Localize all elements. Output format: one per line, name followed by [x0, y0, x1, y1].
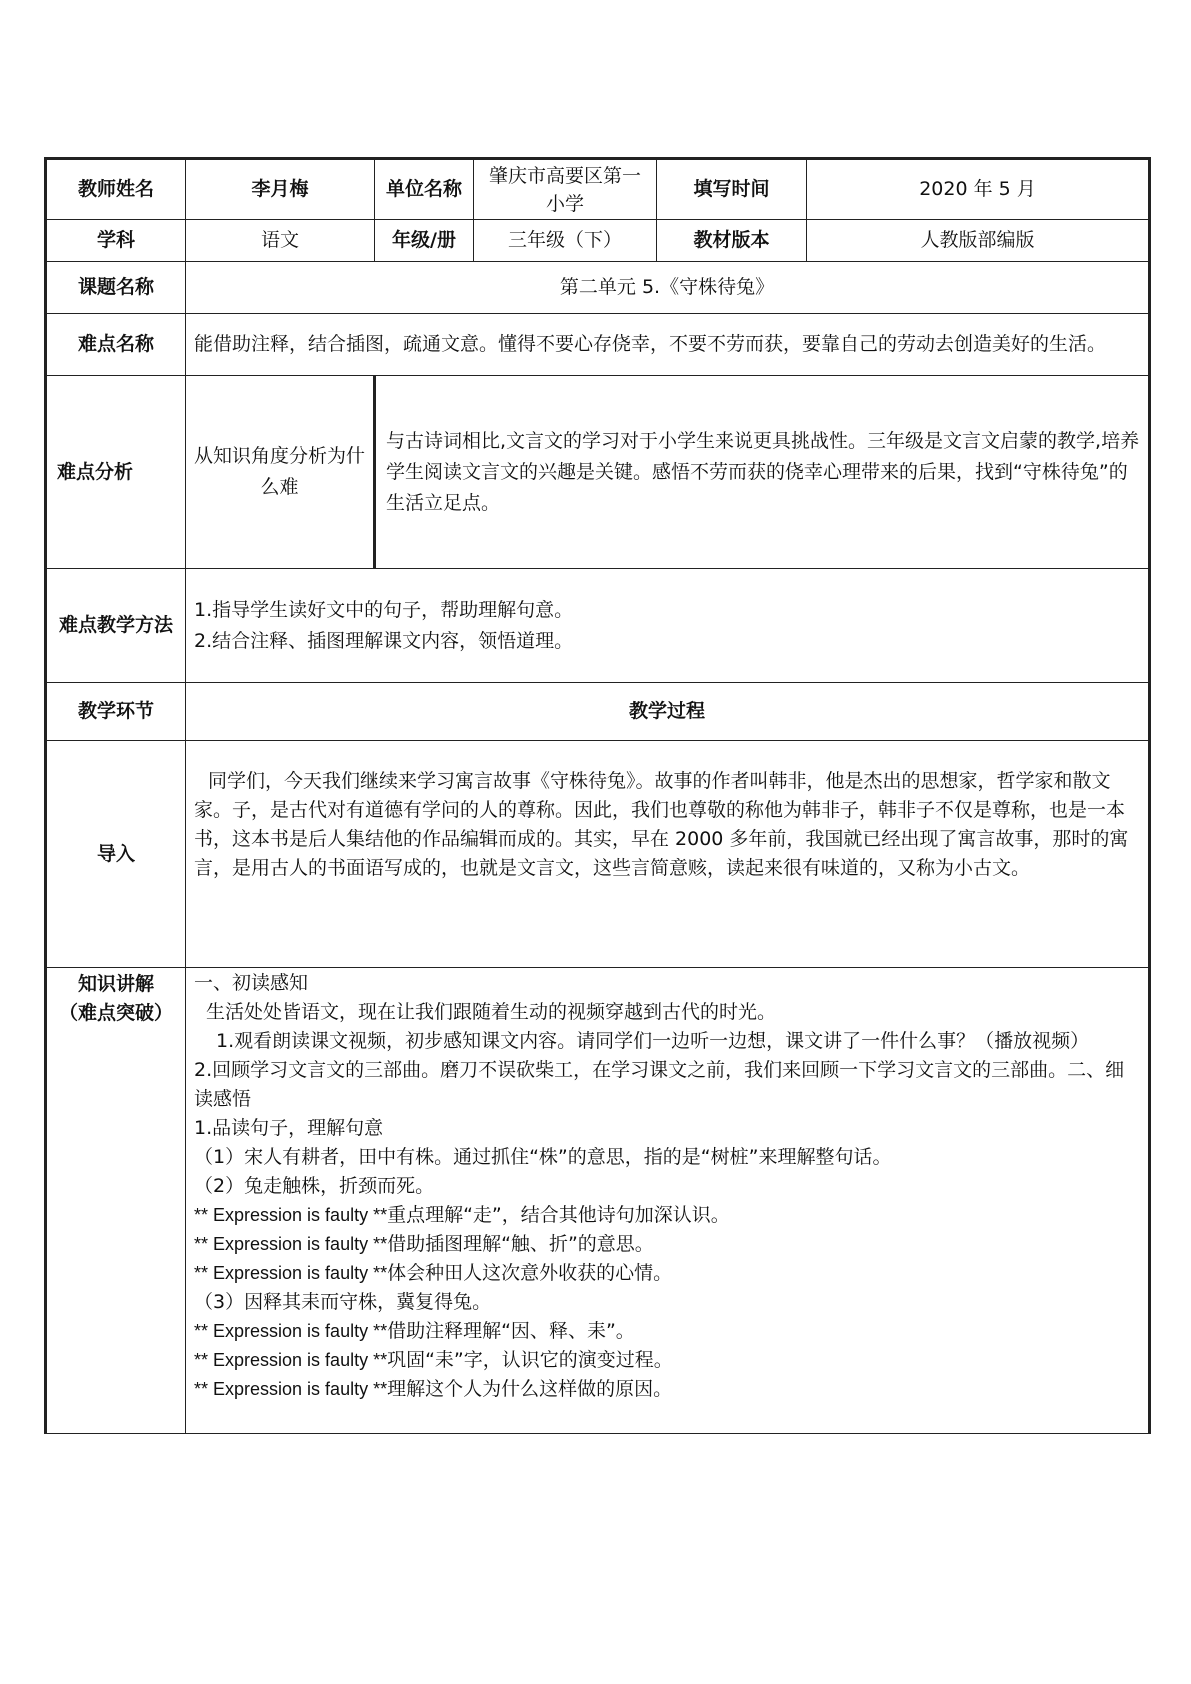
faulty-prefix: ** Expression is faulty ** [194, 1263, 388, 1283]
analysis-label: 难点分析 [46, 376, 186, 569]
header-row-2 [46, 220, 1150, 262]
difficulty-label: 难点名称 [46, 314, 186, 376]
title-value: 第二单元 5.《守株待兔》 [186, 262, 1150, 314]
knowledge-line-10 [194, 1259, 1140, 1288]
knowledge-label-2: （难点突破） [58, 1002, 173, 1024]
teacher-label: 教师姓名 [46, 159, 186, 220]
header-row-1 [46, 159, 1150, 220]
knowledge-line-14 [194, 1375, 1140, 1404]
knowledge-line-12 [194, 1317, 1140, 1346]
unit-value: 肇庆市高要区第一小学 [474, 159, 657, 220]
knowledge-line-13 [194, 1346, 1140, 1375]
faulty-prefix: ** Expression is faulty ** [194, 1379, 388, 1399]
knowledge-label-cell [46, 968, 186, 1434]
knowledge-label-1: 知识讲解 [77, 973, 154, 995]
difficulty-value: 能借助注释，结合插图，疏通文意。懂得不要心存侥幸，不要不劳而获，要靠自己的劳动去创造美好的生活。 [186, 314, 1150, 376]
edition-value: 人教版部编版 [807, 220, 1150, 262]
knowledge-line-14-text: 理解这个人为什么这样做的原因。 [387, 1378, 673, 1400]
title-row [46, 262, 1150, 314]
method-item-2: 2.结合注释、插图理解课文内容，领悟道理。 [194, 629, 574, 652]
subject-label: 学科 [46, 220, 186, 262]
knowledge-line-12-text: 借助注释理解“因、释、耒”。 [387, 1320, 635, 1342]
method-row [46, 569, 1150, 683]
knowledge-line-9-text: 借助插图理解“触、折”的意思。 [387, 1233, 654, 1255]
analysis-value: 与古诗词相比,文言文的学习对于小学生来说更具挑战性。三年级是文言文启蒙的教学,培养学生阅读文言文的兴趣是关键。感悟不劳而获的侥幸心理带来的后果，找到“守株待兔”的生活立足点。 [375, 376, 1150, 569]
subject-value: 语文 [186, 220, 375, 262]
knowledge-row [46, 968, 1150, 1434]
intro-value: 同学们，今天我们继续来学习寓言故事《守株待兔》。故事的作者叫韩非，他是杰出的思想家，哲学家和散文家。子，是古代对有道德有学问的人的尊称。因此，我们也尊敬的称他为韩非子，韩非子不仅是尊称，也是一本书，这本书是后人集结他的作品编辑而成的。其实，早在 2000 多年前，我国就已经出现了寓言故事，那时的寓言，是用古人的书面语写成的，也就是文言文，这些言简意赅，读起来很有味道的，又称为小古文。 [186, 741, 1150, 968]
faulty-prefix: ** Expression is faulty ** [194, 1350, 388, 1370]
knowledge-line-4: 2.回顾学习文言文的三部曲。磨刀不误砍柴工，在学习课文之前，我们来回顾一下学习文言文的三部曲。二、细读感悟 [194, 1059, 1125, 1110]
faulty-prefix: ** Expression is faulty ** [194, 1205, 388, 1225]
knowledge-cell [186, 968, 1150, 1434]
knowledge-line-13-text: 巩固“耒”字，认识它的演变过程。 [387, 1349, 673, 1371]
knowledge-line-9 [194, 1230, 1140, 1259]
stage-label: 教学环节 [46, 683, 186, 741]
teacher-value: 李月梅 [186, 159, 375, 220]
knowledge-line-6: （1）宋人有耕者，田中有株。通过抓住“株”的意思，指的是“树桩”来理解整句话。 [194, 1146, 892, 1168]
process-header-row [46, 683, 1150, 741]
analysis-sub-label: 从知识角度分析为什么难 [186, 376, 375, 569]
knowledge-line-11: （3）因释其耒而守株，冀复得兔。 [194, 1291, 492, 1313]
method-label: 难点教学方法 [46, 569, 186, 683]
method-item-1: 1.指导学生读好文中的句子，帮助理解句意。 [194, 598, 574, 621]
process-label: 教学过程 [186, 683, 1150, 741]
intro-label: 导入 [46, 741, 186, 968]
knowledge-line-3: 1.观看朗读课文视频，初步感知课文内容。请同学们一边听一边想，课文讲了一件什么事？（播放视频） [216, 1030, 1090, 1052]
time-label: 填写时间 [657, 159, 807, 220]
grade-label: 年级/册 [375, 220, 474, 262]
knowledge-line-2: 生活处处皆语文，现在让我们跟随着生动的视频穿越到古代的时光。 [206, 1001, 777, 1023]
lesson-plan-table [44, 157, 1151, 1434]
faulty-prefix: ** Expression is faulty ** [194, 1321, 388, 1341]
intro-row [46, 741, 1150, 968]
knowledge-line-5: 1.品读句子，理解句意 [194, 1117, 384, 1139]
edition-label: 教材版本 [657, 220, 807, 262]
difficulty-row [46, 314, 1150, 376]
time-value: 2020 年 5 月 [807, 159, 1150, 220]
knowledge-line-1: 一、初读感知 [194, 972, 309, 994]
unit-label: 单位名称 [375, 159, 474, 220]
analysis-row [46, 376, 1150, 569]
faulty-prefix: ** Expression is faulty ** [194, 1234, 388, 1254]
title-label: 课题名称 [46, 262, 186, 314]
knowledge-line-10-text: 体会种田人这次意外收获的心情。 [387, 1262, 673, 1284]
knowledge-line-7: （2）兔走触株，折颈而死。 [194, 1175, 435, 1197]
method-cell [186, 569, 1150, 683]
lesson-plan-page [44, 157, 1148, 1434]
grade-value: 三年级（下） [474, 220, 657, 262]
knowledge-line-8-text: 重点理解“走”，结合其他诗句加深认识。 [387, 1204, 730, 1226]
knowledge-line-8 [194, 1201, 1140, 1230]
